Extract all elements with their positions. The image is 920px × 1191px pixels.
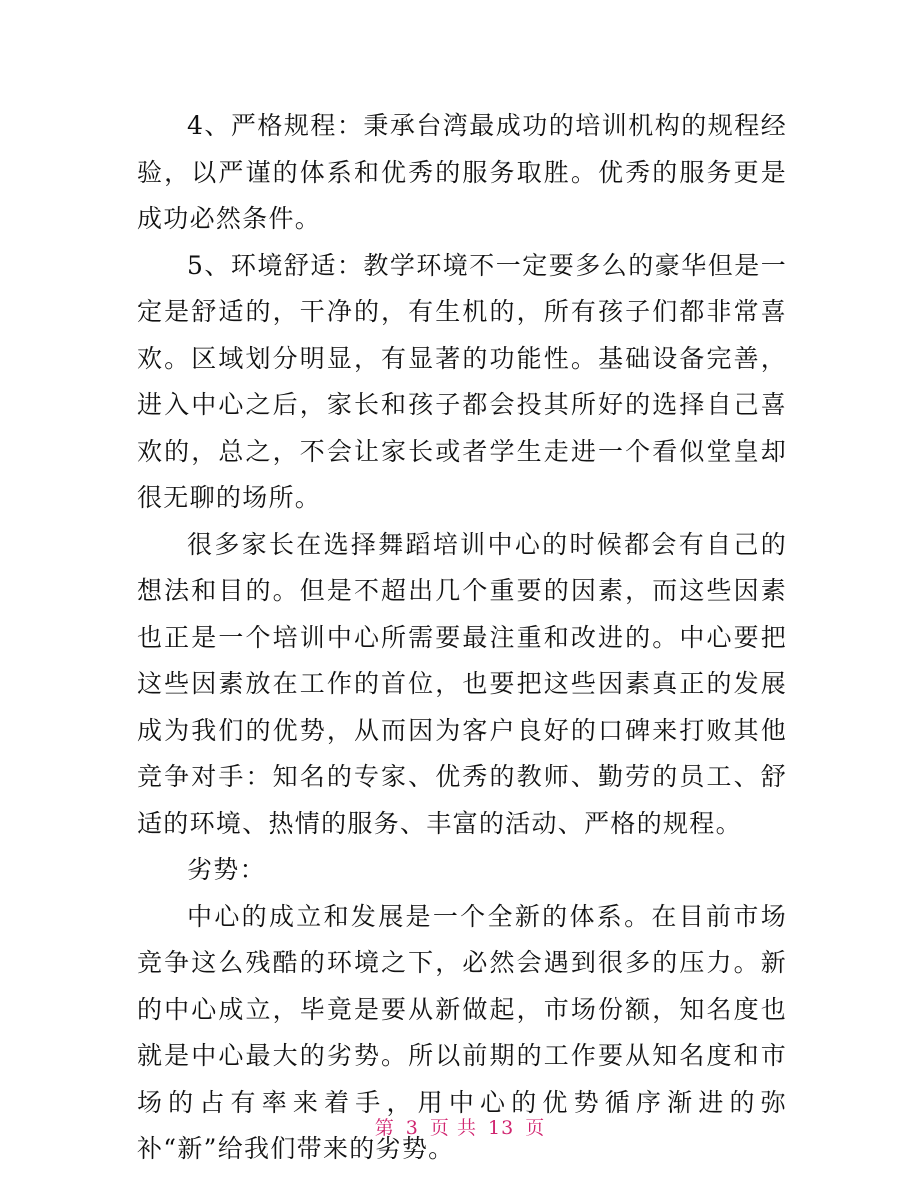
footer-suffix: 页: [525, 1117, 546, 1139]
page-number-footer: [0, 1113, 920, 1140]
footer-prefix: 第: [374, 1117, 395, 1139]
paragraph-comfortable-environment: 5、环境舒适：教学环境不一定要多么的豪华但是一定是舒适的，干净的，有生机的，所有孩子们都非常喜欢。区域划分明显，有显著的功能性。基础设备完善，进入中心之后，家长和孩子都会投其所好的选择自己喜欢的，总之，不会让家长或者学生走进一个看似堂皇却很无聊的场所。: [137, 250, 787, 512]
paragraph-strict-procedures: 4、严格规程：秉承台湾最成功的培训机构的规程经验，以严谨的体系和优秀的服务取胜。优秀的服务更是成功必然条件。: [137, 111, 787, 233]
footer-mid: 页 共: [429, 1117, 477, 1139]
document-body: [137, 103, 787, 1173]
paragraph-parent-considerations: 很多家长在选择舞蹈培训中心的时候都会有自己的想法和目的。但是不超出几个重要的因素，而这些因素也正是一个培训中心所需要最注重和改进的。中心要把这些因素放在工作的首位，也要把这些因素真正的发展成为我们的优势，从而因为客户良好的口碑来打败其他竞争对手：知名的专家、优秀的教师、勤劳的员工、舒适的环境、热情的服务、丰富的活动、严格的规程。: [137, 529, 787, 838]
paragraph-disadvantages: 中心的成立和发展是一个全新的体系。在目前市场竞争这么残酷的环境之下，必然会遇到很多的压力。新的中心成立，毕竟是要从新做起，市场份额，知名度也就是中心最大的劣势。所以前期的工作要从知名度和市场的占有率来着手，用中心的优势循序渐进的弥补“新”给我们带来的劣势。: [137, 901, 787, 1163]
footer-total-pages: 13: [488, 1117, 515, 1139]
footer-current-page: 3: [405, 1117, 419, 1139]
section-heading-disadvantages: 劣势：: [187, 855, 266, 884]
